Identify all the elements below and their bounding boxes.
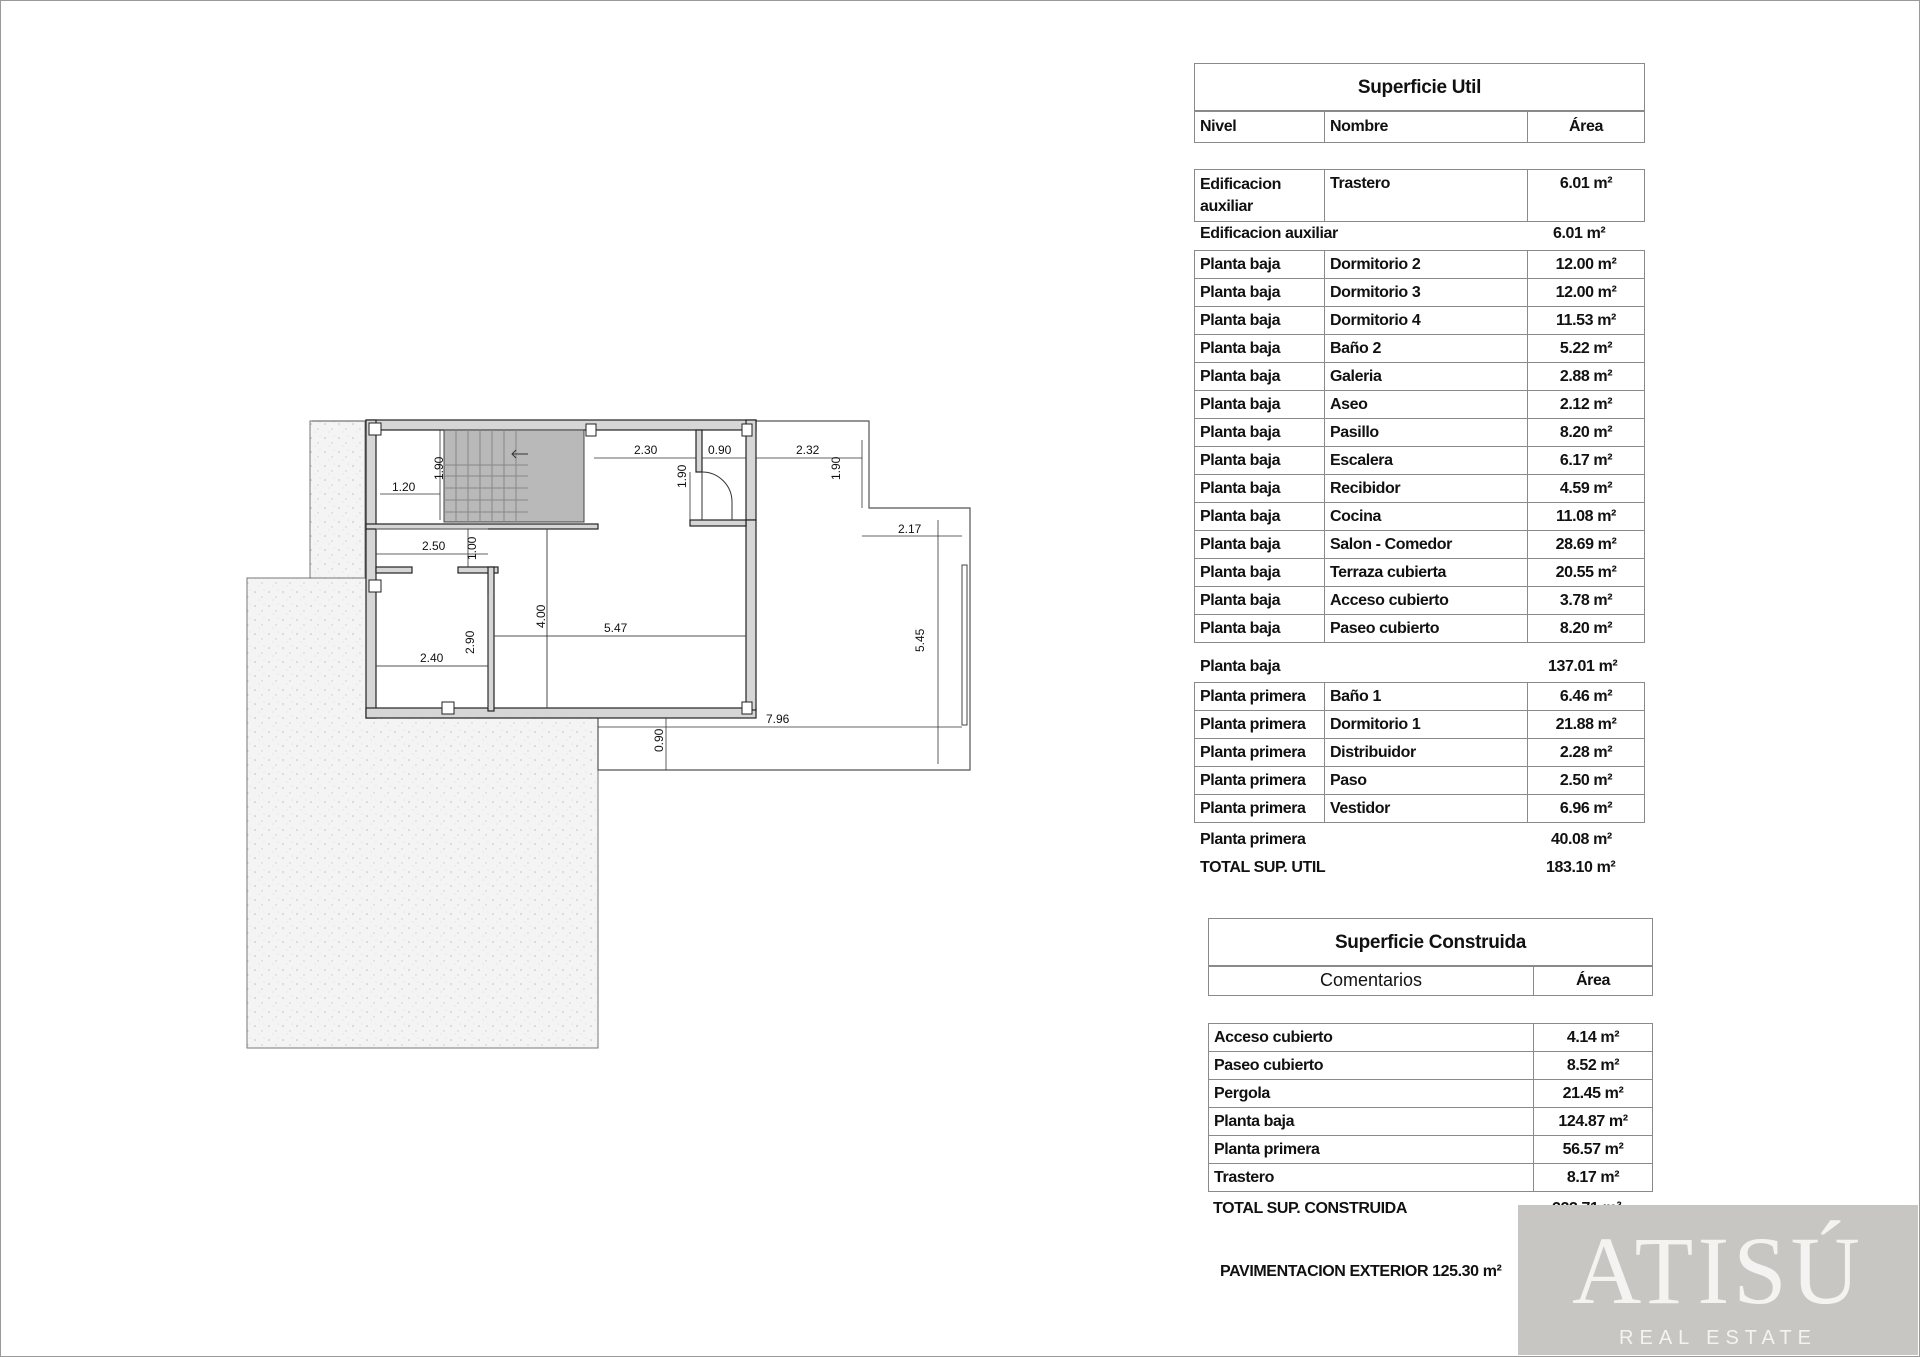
row-nombre: Acceso cubierto [1209,1024,1534,1052]
row-nivel: Planta baja [1195,531,1325,559]
row-nombre: Pergola [1209,1080,1534,1108]
dim-2-17: 2.17 [898,522,922,536]
row-nivel: Planta baja [1195,587,1325,615]
util-header-table [1194,110,1645,143]
row-nombre: Escalera [1325,447,1528,475]
table-row [1195,587,1645,615]
row-area: 4.14 m² [1534,1024,1653,1052]
table-row [1209,1052,1653,1080]
table-row [1195,419,1645,447]
col-area: Área [1528,111,1645,143]
trastero-area: 6.01 m² [1528,170,1645,222]
table-row [1195,307,1645,335]
util-trastero-table [1194,169,1645,222]
row-area: 2.50 m² [1528,767,1645,795]
row-nombre: Recibidor [1325,475,1528,503]
dim-2-40: 2.40 [420,651,444,665]
row-nombre: Dormitorio 3 [1325,279,1528,307]
table-row [1195,795,1645,823]
col-area-construida: Área [1534,966,1653,996]
dim-1-90-stair: 1.90 [432,456,446,480]
table-row [1195,475,1645,503]
row-nivel: Planta baja [1195,475,1325,503]
row-nombre: Dormitorio 2 [1325,251,1528,279]
exterior-paving [247,578,598,1048]
floor-plan [240,410,980,1055]
table-row [1195,683,1645,711]
total-util-label: TOTAL SUP. UTIL [1200,859,1326,876]
table-row [1195,559,1645,587]
atisu-logo [1518,1205,1918,1355]
row-nivel: Planta baja [1195,559,1325,587]
row-area: 2.12 m² [1528,391,1645,419]
subtotal-baja-label: Planta baja [1200,658,1281,675]
row-nivel: Planta primera [1195,767,1325,795]
row-nivel: Planta baja [1195,363,1325,391]
row-nivel: Planta primera [1195,795,1325,823]
table-row [1195,739,1645,767]
table-row [1195,531,1645,559]
table-row [1195,279,1645,307]
row-area: 21.88 m² [1528,711,1645,739]
total-util-area: 183.10 m² [1546,859,1616,876]
table-row [1195,251,1645,279]
dim-5-45: 5.45 [913,628,927,652]
row-nivel: Planta baja [1195,335,1325,363]
dim-2-30: 2.30 [634,443,658,457]
row-nivel: Planta baja [1195,391,1325,419]
dim-5-47: 5.47 [604,621,628,635]
row-nombre: Paseo cubierto [1325,615,1528,643]
row-nivel: Planta baja [1195,503,1325,531]
table-row [1195,615,1645,643]
row-area: 8.20 m² [1528,419,1645,447]
row-area: 11.08 m² [1528,503,1645,531]
construida-table [1208,1023,1653,1192]
row-area: 21.45 m² [1534,1080,1653,1108]
row-nombre: Cocina [1325,503,1528,531]
row-nivel: Planta baja [1195,447,1325,475]
row-area: 20.55 m² [1528,559,1645,587]
pavimentacion-exterior: PAVIMENTACION EXTERIOR 125.30 m² [1220,1263,1502,1280]
subtotal-primera-area: 40.08 m² [1551,831,1612,848]
row-nombre: Salon - Comedor [1325,531,1528,559]
table-row [1195,391,1645,419]
dim-0-90-bottom: 0.90 [652,728,666,752]
row-area: 6.96 m² [1528,795,1645,823]
util-planta-baja-table [1194,250,1645,643]
col-nombre: Nombre [1325,111,1528,143]
table-row [1209,1080,1653,1108]
row-nombre: Pasillo [1325,419,1528,447]
dim-1-90-door: 1.90 [675,464,689,488]
row-nombre: Planta primera [1209,1136,1534,1164]
table-row [1209,1108,1653,1136]
subtotal-aux-area: 6.01 m² [1553,225,1606,242]
row-nombre: Baño 2 [1325,335,1528,363]
table-row [1195,447,1645,475]
table-row [1195,767,1645,795]
table-row [1195,363,1645,391]
dim-1-00: 1.00 [465,536,479,560]
row-nombre: Trastero [1209,1164,1534,1192]
row-area: 28.69 m² [1528,531,1645,559]
row-area: 8.17 m² [1534,1164,1653,1192]
dim-1-20: 1.20 [392,480,416,494]
exterior-paving-top [310,421,365,578]
row-area: 5.22 m² [1528,335,1645,363]
row-nivel: Planta baja [1195,307,1325,335]
row-area: 8.52 m² [1534,1052,1653,1080]
table-row [1195,335,1645,363]
row-area: 8.20 m² [1528,615,1645,643]
row-nombre: Planta baja [1209,1108,1534,1136]
row-nivel: Planta primera [1195,739,1325,767]
col-comentarios: Comentarios [1209,966,1534,996]
row-area: 6.46 m² [1528,683,1645,711]
row-nombre: Vestidor [1325,795,1528,823]
subtotal-baja-area: 137.01 m² [1548,658,1618,675]
row-nivel: Planta baja [1195,279,1325,307]
row-nombre: Paseo cubierto [1209,1052,1534,1080]
row-nombre: Terraza cubierta [1325,559,1528,587]
dim-0-90-top: 0.90 [708,443,732,457]
row-nombre: Baño 1 [1325,683,1528,711]
dim-1-90-right: 1.90 [829,456,843,480]
row-area: 2.88 m² [1528,363,1645,391]
row-nivel: Planta baja [1195,615,1325,643]
row-nombre: Distribuidor [1325,739,1528,767]
construida-title: Superficie Construida [1208,918,1653,967]
row-area: 3.78 m² [1528,587,1645,615]
dim-2-50: 2.50 [422,539,446,553]
table-row [1209,1024,1653,1052]
row-nombre: Acceso cubierto [1325,587,1528,615]
trastero-nombre: Trastero [1325,170,1528,222]
util-planta-primera-table [1194,682,1645,823]
logo-tagline: REAL ESTATE [1619,1327,1817,1349]
dim-2-32: 2.32 [796,443,820,457]
util-title: Superficie Util [1194,63,1645,112]
row-area: 4.59 m² [1528,475,1645,503]
row-nivel: Planta baja [1195,251,1325,279]
dim-2-90: 2.90 [463,630,477,654]
col-nivel: Nivel [1195,111,1325,143]
table-row [1195,711,1645,739]
row-area: 12.00 m² [1528,251,1645,279]
row-area: 2.28 m² [1528,739,1645,767]
staircase [444,430,584,522]
row-nombre: Dormitorio 1 [1325,711,1528,739]
trastero-nivel: Edificacion auxiliar [1195,170,1325,222]
row-nombre: Aseo [1325,391,1528,419]
row-nombre: Paso [1325,767,1528,795]
row-nivel: Planta baja [1195,419,1325,447]
row-area: 12.00 m² [1528,279,1645,307]
subtotal-primera-label: Planta primera [1200,831,1306,848]
row-nombre: Galeria [1325,363,1528,391]
door-swing [702,472,732,520]
total-construida-label: TOTAL SUP. CONSTRUIDA [1213,1200,1407,1217]
logo-wordmark: ATISÚ [1571,1217,1864,1324]
table-row [1195,503,1645,531]
row-nombre: Dormitorio 4 [1325,307,1528,335]
table-row [1209,1136,1653,1164]
row-area: 11.53 m² [1528,307,1645,335]
row-nivel: Planta primera [1195,683,1325,711]
row-nivel: Planta primera [1195,711,1325,739]
subtotal-aux-label: Edificacion auxiliar [1200,225,1338,242]
row-area: 124.87 m² [1534,1108,1653,1136]
row-area: 6.17 m² [1528,447,1645,475]
dim-7-96: 7.96 [766,712,790,726]
construida-header-table [1208,965,1653,996]
row-area: 56.57 m² [1534,1136,1653,1164]
table-row [1209,1164,1653,1192]
dim-4-00: 4.00 [534,604,548,628]
